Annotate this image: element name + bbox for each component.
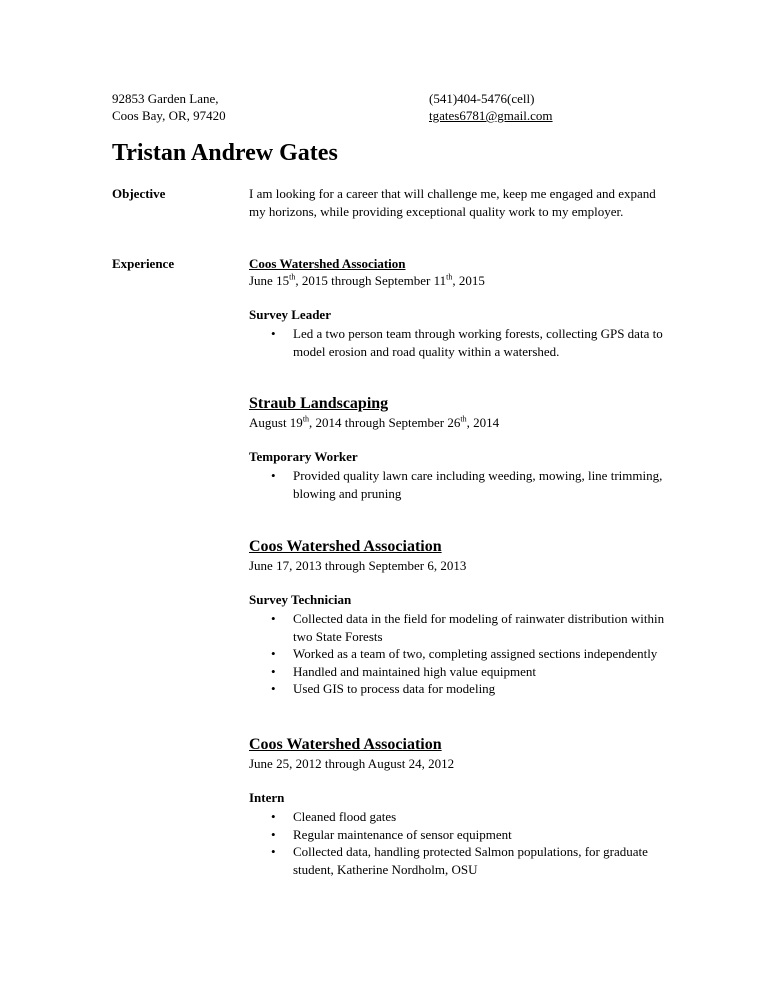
- job-organization: Coos Watershed Association: [249, 736, 442, 753]
- job-bullets: [249, 467, 669, 502]
- list-item: • Provided quality lawn care including weeding, mowing, line trimming, blowing and pruning: [271, 468, 663, 501]
- bullet-icon: •: [271, 468, 276, 483]
- job-organization: Coos Watershed Association: [249, 538, 442, 555]
- bullet-icon: •: [271, 326, 276, 341]
- list-item: • Collected data, handling protected Salmon populations, for graduate student, Katherine Nordholm, OSU: [271, 844, 648, 877]
- job-dates: June 17, 2013 through September 6, 2013: [249, 558, 467, 573]
- objective-label: Objective: [112, 186, 166, 201]
- job-role: Temporary Worker: [249, 449, 358, 464]
- address-line-2: Coos Bay, OR, 97420: [112, 108, 226, 123]
- list-item: • Worked as a team of two, completing assigned sections independently: [271, 646, 658, 661]
- job-organization: Coos Watershed Association: [249, 256, 406, 271]
- job-entry: [249, 537, 669, 698]
- job-role: Survey Leader: [249, 307, 331, 322]
- bullet-icon: •: [271, 809, 276, 824]
- job-organization: Straub Landscaping: [249, 395, 389, 412]
- job-dates: June 25, 2012 through August 24, 2012: [249, 756, 455, 771]
- list-item: • Handled and maintained high value equipment: [271, 663, 536, 679]
- job-entry: [249, 735, 669, 878]
- list-item: • Used GIS to process data for modeling: [271, 681, 496, 696]
- job-bullets: [249, 325, 669, 360]
- job-dates: August 19th, 2014 through September 26th, 2014: [249, 414, 500, 430]
- list-item: • Regular maintenance of sensor equipment: [271, 826, 512, 842]
- bullet-icon: •: [271, 844, 276, 859]
- resume-name: Tristan Andrew Gates: [112, 140, 338, 166]
- job-bullets: [249, 610, 669, 698]
- email-link[interactable]: tgates6781@gmail.com: [429, 108, 553, 123]
- job-role: Intern: [249, 790, 285, 805]
- objective-text: I am looking for a career that will challenge me, keep me engaged and expand my horizons, while providing exceptional quality work to my employer.: [249, 186, 656, 219]
- phone-number: (541)404-5476(cell): [429, 91, 535, 106]
- bullet-icon: •: [271, 681, 276, 696]
- list-item: • Collected data in the field for modeling of rainwater distribution within two State Forests: [271, 611, 665, 644]
- experience-label: Experience: [112, 256, 175, 271]
- job-dates: June 15th, 2015 through September 11th, 2015: [249, 272, 485, 288]
- list-item: • Cleaned flood gates: [271, 809, 397, 824]
- address-line-1: 92853 Garden Lane,: [112, 91, 219, 106]
- bullet-icon: •: [271, 826, 276, 842]
- job-role: Survey Technician: [249, 592, 352, 607]
- job-entry: [249, 394, 669, 502]
- job-bullets: [249, 808, 669, 878]
- job-entry: [249, 255, 669, 360]
- bullet-icon: •: [271, 663, 276, 679]
- bullet-icon: •: [271, 611, 276, 626]
- list-item: • Led a two person team through working forests, collecting GPS data to model erosion and road quality within a watershed.: [271, 326, 663, 359]
- bullet-icon: •: [271, 646, 276, 661]
